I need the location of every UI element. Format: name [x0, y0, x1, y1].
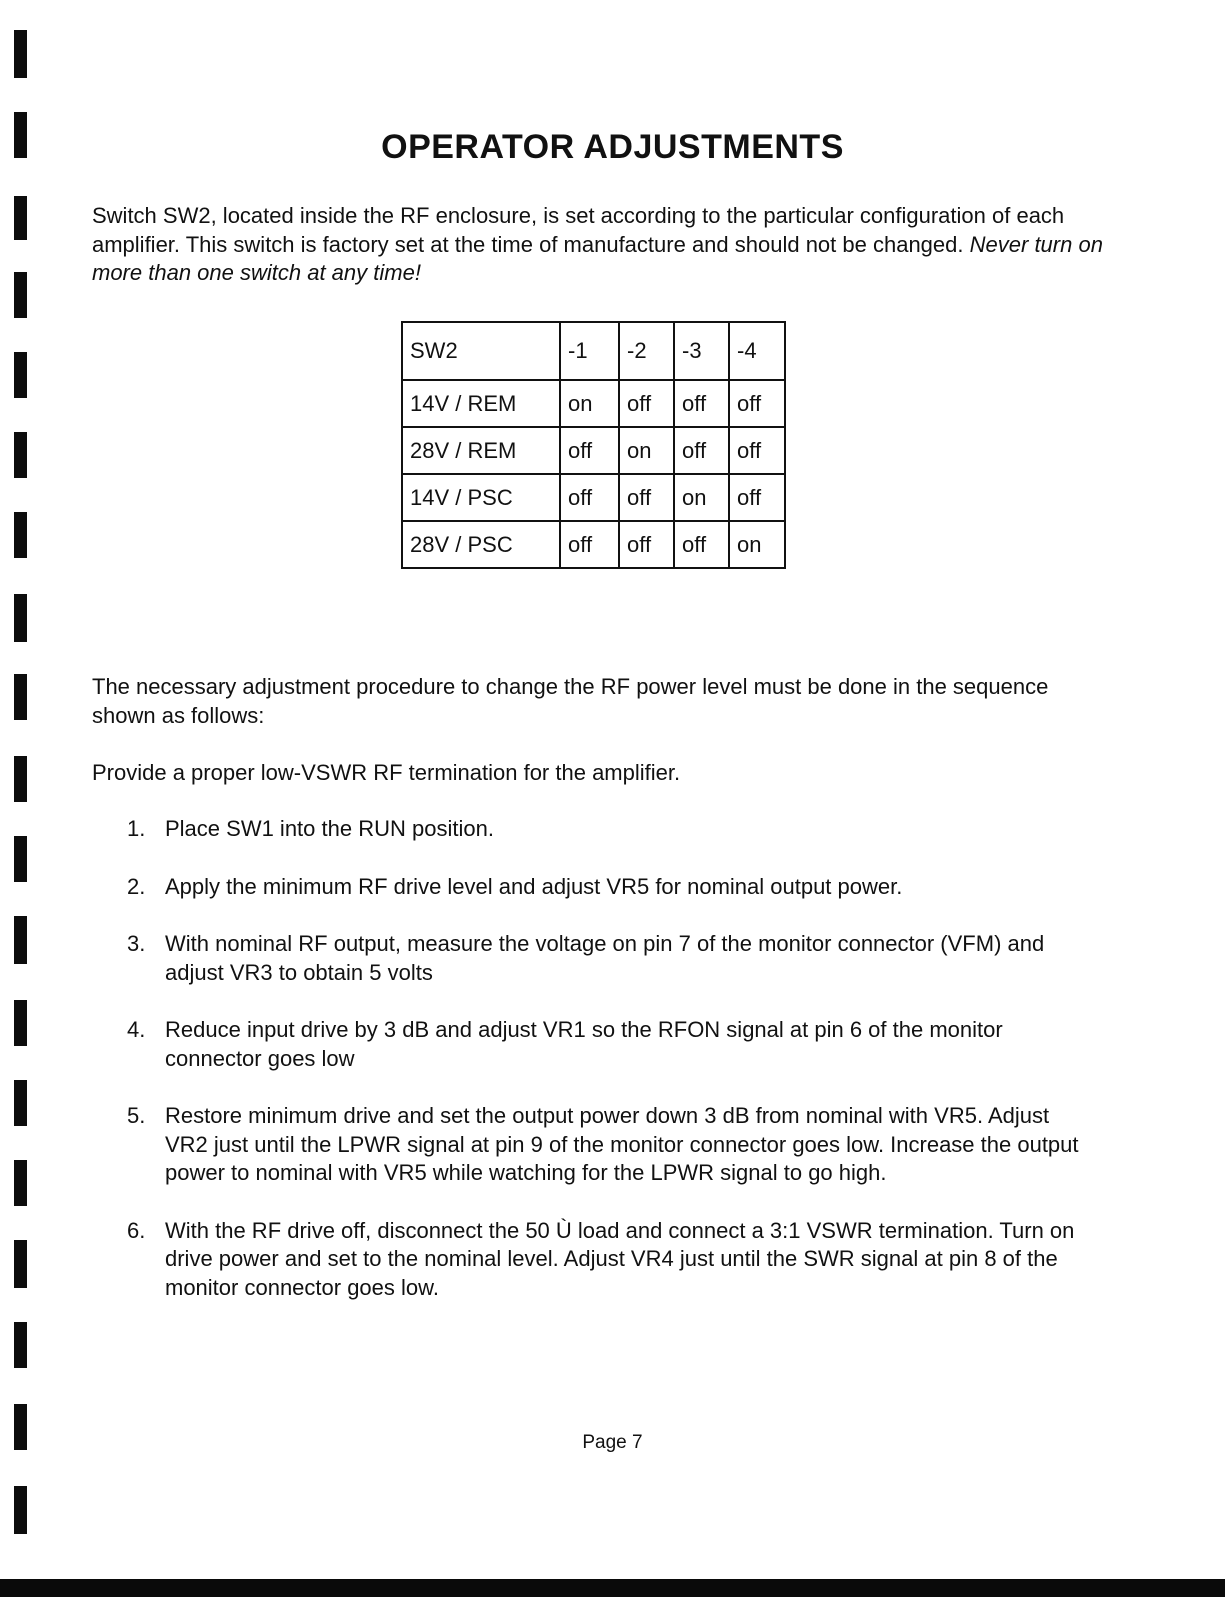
- table-cell: off: [674, 427, 729, 474]
- binding-mark: [14, 594, 27, 642]
- table-cell: off: [619, 474, 674, 521]
- list-item: [127, 930, 1097, 987]
- binding-mark: [14, 1080, 27, 1126]
- step-text: With the RF drive off, disconnect the 50 Ù load and connect a 3:1 VSWR termination. Turn on drive power and set to the nominal level. Adjust VR4 just until the SWR signal at pin 8 of the monitor connector goes low.: [165, 1217, 1075, 1300]
- table-cell: off: [729, 474, 785, 521]
- table-cell-config: 14V / REM: [402, 380, 560, 427]
- step-text: With nominal RF output, measure the voltage on pin 7 of the monitor connector (VFM) and adjust VR3 to obtain 5 volts: [165, 931, 1045, 985]
- binding-mark: [14, 352, 27, 398]
- list-item: [127, 1016, 1097, 1073]
- table-header-cell: -1: [560, 322, 619, 380]
- table-header-cell: -3: [674, 322, 729, 380]
- table-cell: on: [729, 521, 785, 568]
- table-cell-config: 14V / PSC: [402, 474, 560, 521]
- procedure-intro: The necessary adjustment procedure to change the RF power level must be done in the sequence shown as follows:: [92, 674, 1049, 728]
- table-header-cell: -4: [729, 322, 785, 380]
- list-item: [127, 873, 1097, 902]
- intro-paragraph: [92, 202, 1112, 288]
- table-header-cell: -2: [619, 322, 674, 380]
- binding-mark: [14, 432, 27, 478]
- table-cell: off: [560, 521, 619, 568]
- table-cell: off: [729, 380, 785, 427]
- procedure-steps: [127, 815, 1097, 1331]
- termination-note: Provide a proper low-VSWR RF termination for the amplifier.: [92, 760, 681, 785]
- binding-mark: [14, 756, 27, 802]
- binding-mark: [14, 916, 27, 964]
- binding-mark: [14, 1160, 27, 1206]
- step-text: Restore minimum drive and set the output power down 3 dB from nominal with VR5. Adjust VR2 just until the LPWR signal at pin 9 of the monitor connector goes low. Increase the output power to nominal with VR5 while watching for the LPWR signal to go high.: [165, 1103, 1079, 1185]
- binding-mark: [14, 1000, 27, 1046]
- table-cell: on: [619, 427, 674, 474]
- step-number: 1.: [127, 816, 146, 841]
- table-cell: off: [674, 521, 729, 568]
- table-row: [402, 380, 785, 427]
- step-text: Reduce input drive by 3 dB and adjust VR1 so the RFON signal at pin 6 of the monitor connector goes low: [165, 1017, 1003, 1071]
- intro-text: Switch SW2, located inside the RF enclosure, is set according to the particular configuration of each amplifier. This switch is factory set at the time of manufacture and should not be changed.: [92, 203, 1065, 257]
- table-header-row: [402, 322, 785, 380]
- table-cell: off: [729, 427, 785, 474]
- binding-mark: [14, 512, 27, 558]
- table-cell: on: [560, 380, 619, 427]
- step-number: 3.: [127, 931, 146, 956]
- binding-mark: [14, 1240, 27, 1288]
- step-text: Place SW1 into the RUN position.: [165, 816, 494, 841]
- step-number: 2.: [127, 873, 146, 899]
- binding-mark: [14, 674, 27, 720]
- table-cell: off: [674, 380, 729, 427]
- table-cell-config: 28V / PSC: [402, 521, 560, 568]
- intro-warning: Never turn on more than one switch at any time!: [92, 231, 1103, 285]
- page-number: Page 7: [582, 1432, 643, 1453]
- table-cell: off: [560, 474, 619, 521]
- page-title: OPERATOR ADJUSTMENTS: [381, 128, 844, 166]
- binding-mark: [14, 196, 27, 240]
- table-cell: on: [674, 474, 729, 521]
- step-number: 4.: [127, 1017, 146, 1042]
- step-number: 6.: [127, 1217, 146, 1243]
- table-cell: off: [619, 521, 674, 568]
- table-row: [402, 474, 785, 521]
- binding-mark: [14, 836, 27, 882]
- step-text: Apply the minimum RF drive level and adjust VR5 for nominal output power.: [165, 873, 903, 899]
- list-item: [127, 1102, 1097, 1188]
- table-row: [402, 427, 785, 474]
- table-cell: off: [619, 380, 674, 427]
- binding-mark: [14, 1486, 27, 1534]
- step-number: 5.: [127, 1103, 146, 1128]
- sw2-settings-table: [401, 321, 786, 569]
- table-cell-config: 28V / REM: [402, 427, 560, 474]
- table-row: [402, 521, 785, 568]
- scan-bottom-edge: [0, 1579, 1225, 1597]
- binding-mark: [14, 272, 27, 318]
- table-cell: off: [560, 427, 619, 474]
- list-item: [127, 815, 1097, 844]
- binding-mark: [14, 1322, 27, 1368]
- list-item: [127, 1217, 1097, 1303]
- binding-mark: [14, 30, 27, 78]
- table-header-cell: SW2: [402, 322, 560, 380]
